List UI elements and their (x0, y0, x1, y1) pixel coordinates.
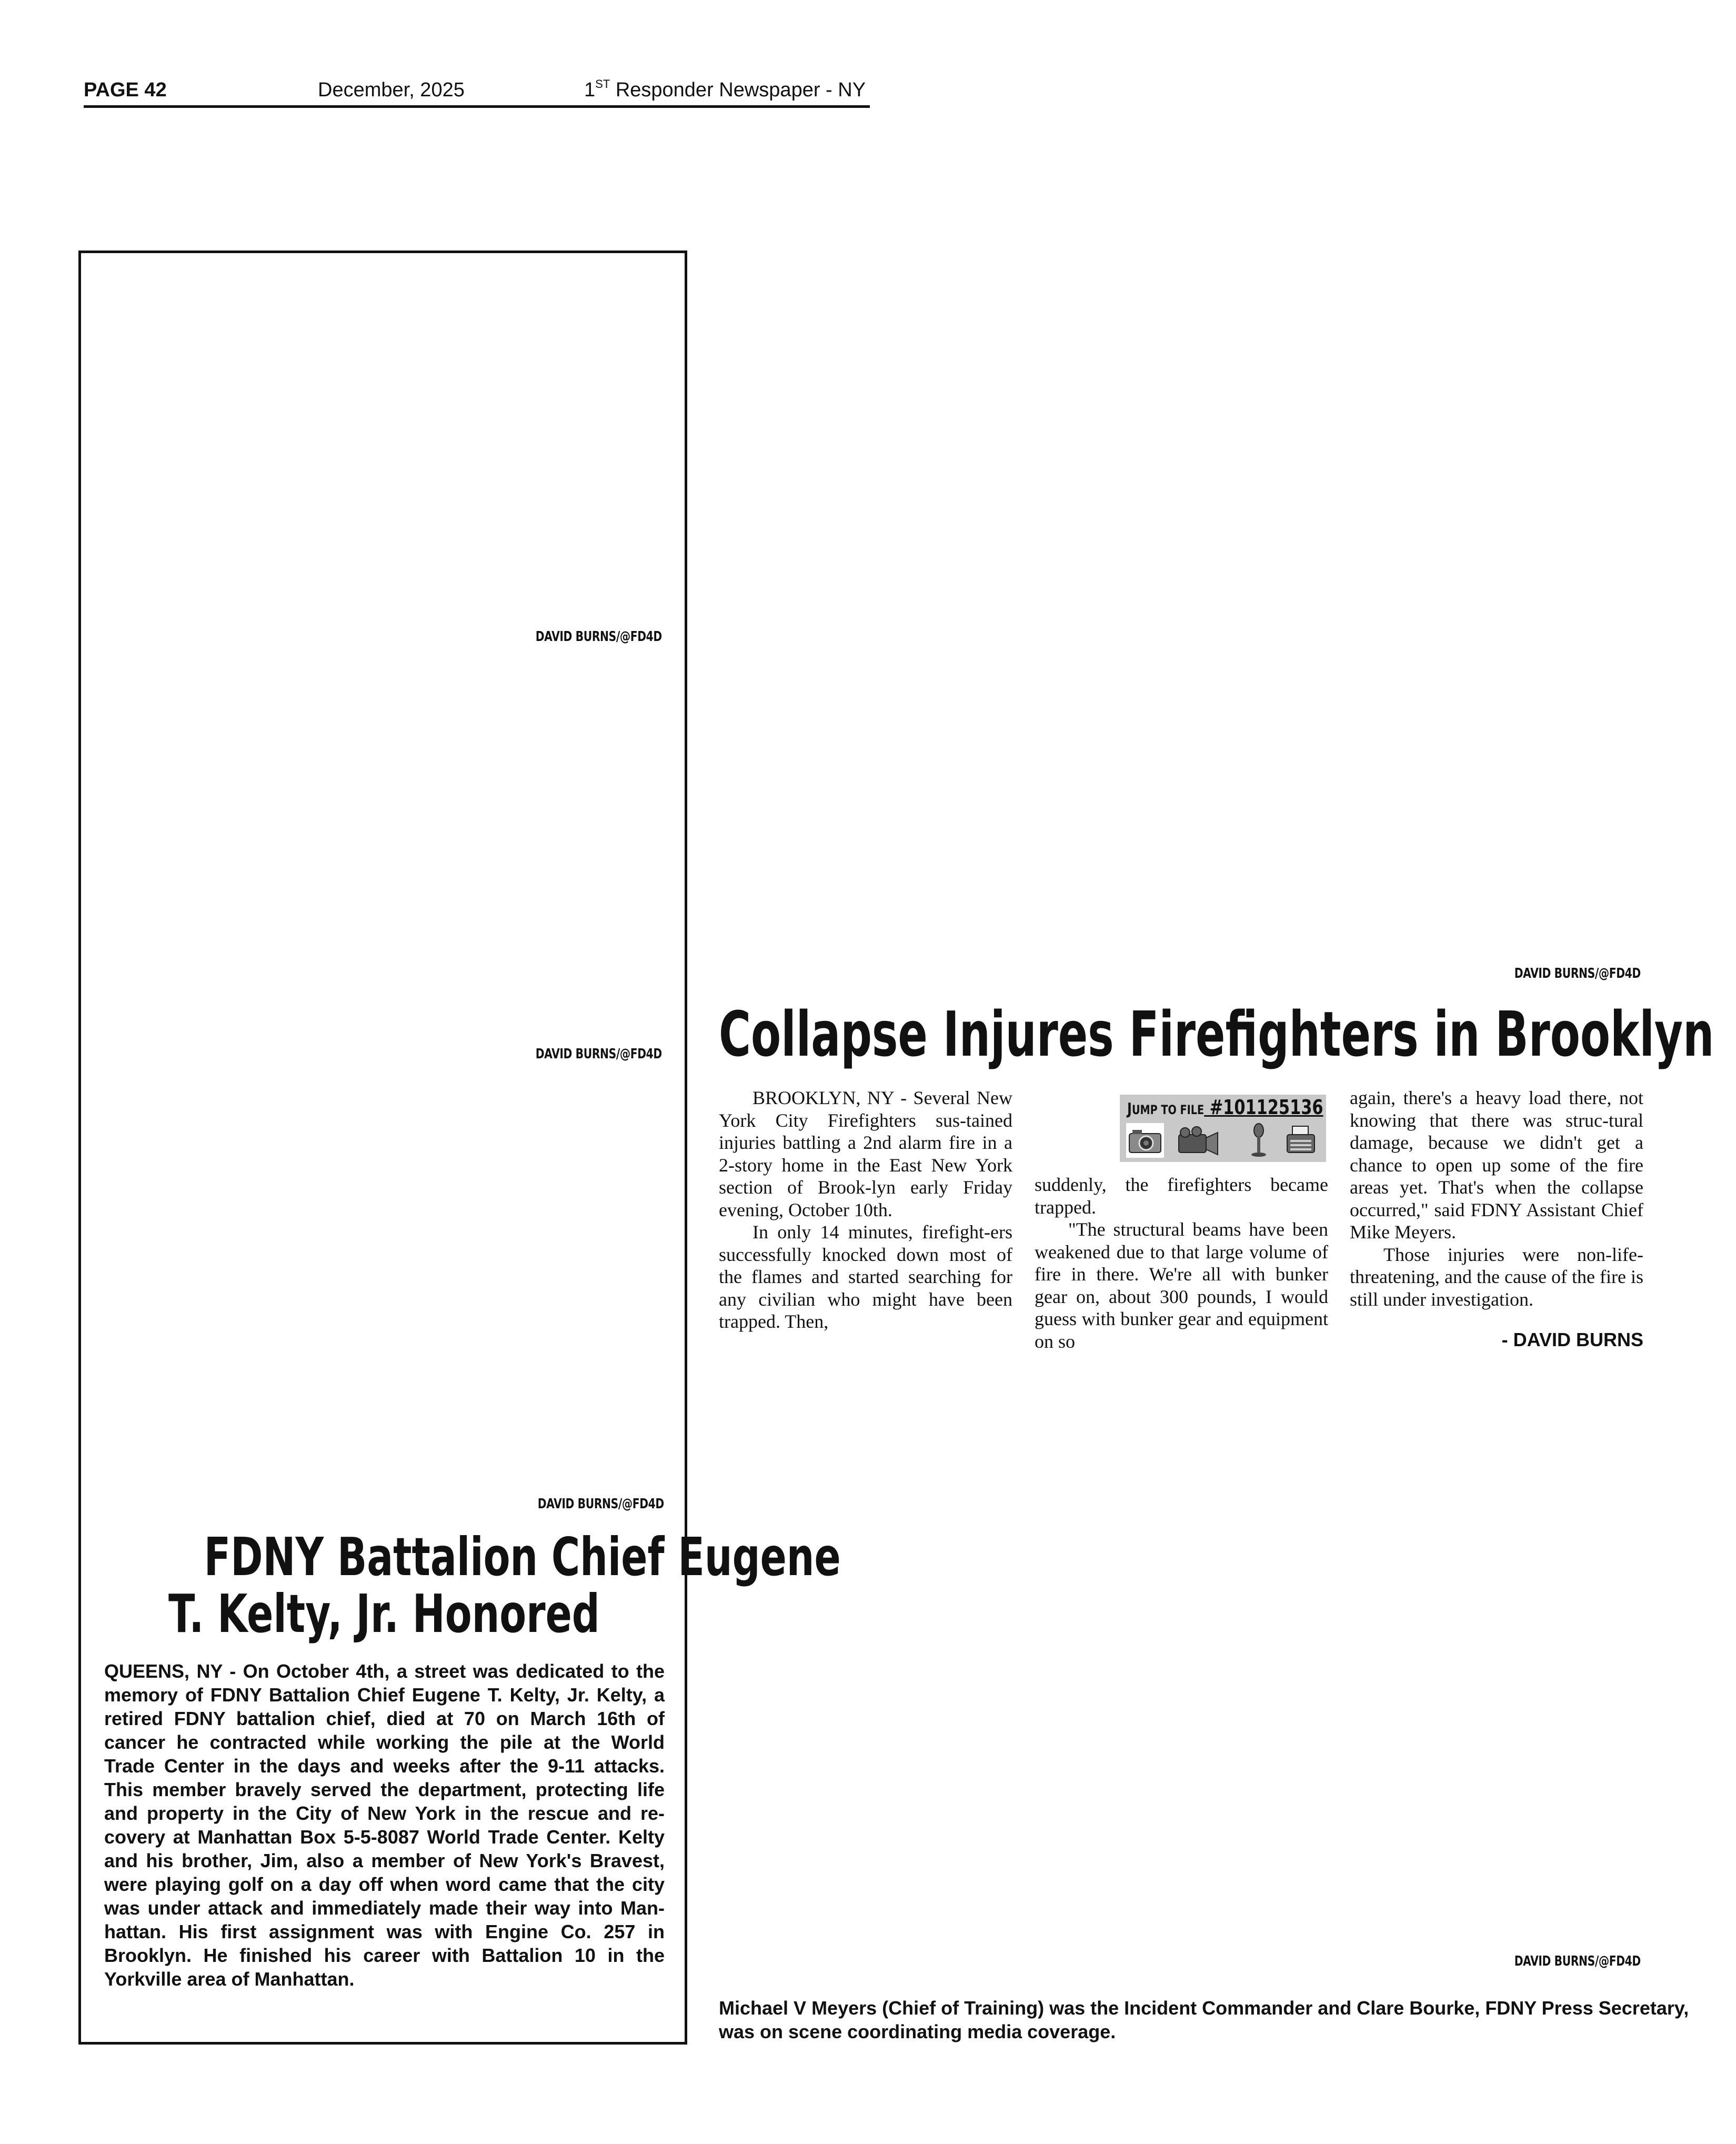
camera-icon[interactable] (1126, 1123, 1164, 1158)
photo-credit: DAVID BURNS/@FD4D (1514, 1953, 1641, 1969)
kelty-headline (92, 1526, 841, 1645)
paragraph: In only 14 minutes, firefight-ers successfully knocked down most of the flames and started searching for any civilian who might have been trapped. Then, (719, 1221, 1012, 1332)
file-number-link[interactable]: #101125136 (1204, 1096, 1323, 1119)
microphone-icon[interactable] (1251, 1124, 1266, 1157)
photo-caption: Michael V Meyers (Chief of Training) was the Incident Commander and Clare Bourke, FDNY Press Secretary, was on scene coordinating media coverage. (719, 1997, 1689, 2042)
header-rule (84, 105, 870, 108)
photo-credit: DAVID BURNS/@FD4D (1514, 966, 1641, 981)
paper-prefix: 1 (584, 79, 596, 101)
paper-title: Responder Newspaper - NY (610, 79, 866, 101)
media-icons (1124, 1122, 1322, 1159)
article-column-1 (719, 1087, 1012, 1333)
page-number: PAGE 42 (84, 79, 167, 101)
jump-to-file-box[interactable] (1120, 1095, 1326, 1162)
photo-credit: DAVID BURNS/@FD4D (535, 1046, 662, 1062)
brooklyn-headline (719, 1000, 1713, 1068)
article-column-3 (1350, 1087, 1643, 1310)
photo-credit: DAVID BURNS/@FD4D (537, 1496, 664, 1512)
kelty-headline-line2: T. Kelty, Jr. Honored (168, 1583, 600, 1645)
jump-to-file-label: JUMP TO FILE #101125136 (1127, 1096, 1323, 1119)
paragraph: again, there's a heavy load there, not knowing that there was struc-tural damage, because we didn't get a chance to open up some of the fire areas yet. That's when the collapse occurred," said FDNY Assistant Chief Mike Meyers. (1350, 1087, 1643, 1243)
video-camera-icon[interactable] (1179, 1127, 1218, 1155)
paragraph: BROOKLYN, NY - Several New York City Firefighters sus-tained injuries battling a 2nd alarm fire in a 2-story home in the East New York section of Brook-lyn early Friday evening, October 10th. (719, 1087, 1012, 1220)
kelty-headline-line1: FDNY Battalion Chief Eugene (204, 1526, 841, 1588)
newspaper-name (584, 79, 866, 102)
paragraph: suddenly, the firefighters became trapped. (1035, 1174, 1328, 1218)
byline: - DAVID BURNS (1501, 1329, 1643, 1350)
paper-superscript: ST (595, 77, 610, 91)
brooklyn-headline-text: Collapse Injures Firefighters in Brooklyn (719, 998, 1714, 1070)
typewriter-icon[interactable] (1287, 1126, 1314, 1153)
issue-date: December, 2025 (318, 79, 465, 101)
photo-credit: DAVID BURNS/@FD4D (535, 629, 662, 645)
paragraph: "The structural beams have been weakened due to that large volume of fire in there. We're all with bunker gear on, about 300 pounds, I would guess with bunker gear and equipment on so (1035, 1219, 1328, 1352)
article-column-2 (1035, 1174, 1328, 1352)
kelty-body-text: QUEENS, NY - On October 4th, a street was dedicated to the memory of FDNY Battalion Chief Eugene T. Kelty, Jr. Kelty, a retired FDNY battalion chief, died at 70 on March 16th of cancer he contracted while working the pile at the World Trade Center in the days and weeks after the 9-11 attacks. This member bravely served the department, protecting life and property in the City of New York in the rescue and re-covery at Manhattan Box 5-5-8087 World Trade Center. Kelty and his brother, Jim, also a member of New York's Bravest, were playing golf on a day off when word came that the city was under attack and immediately made their way into Man-hattan. His first assignment was with Engine Co. 257 in Brooklyn. He finished his career with Battalion 10 in the Yorkville area of Manhattan. (104, 1660, 665, 1990)
paragraph: Those injuries were non-life-threatening, and the cause of the fire is still under investigation. (1350, 1244, 1643, 1310)
